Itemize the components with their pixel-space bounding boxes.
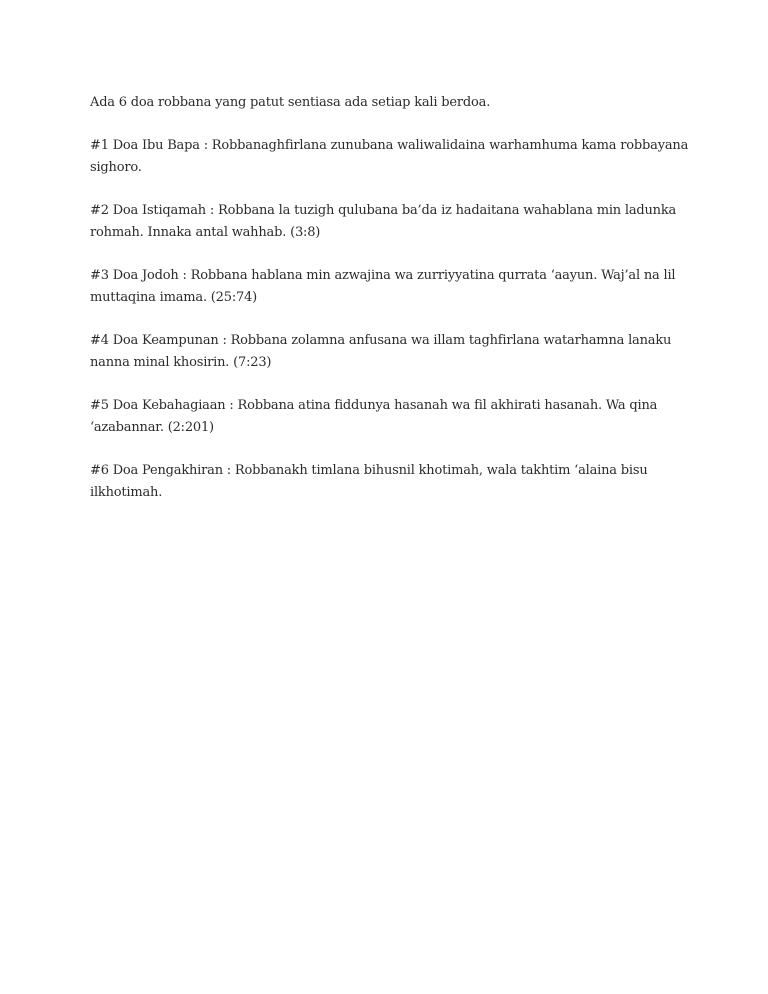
doa-item-2: #2 Doa Istiqamah : Robbana la tuzigh qulubana ba’da iz hadaitana wahablana min ladunka rohmah. Innaka antal wahhab. (3:8) (90, 203, 677, 240)
doa-item-1: #1 Doa Ibu Bapa : Robbanaghfirlana zunubana waliwalidaina warhamhuma kama robbayana sighoro. (90, 138, 689, 175)
document-body (90, 92, 690, 525)
doa-item-5: #5 Doa Kebahagiaan : Robbana atina fiddunya hasanah wa fil akhirati hasanah. Wa qina ‘azabannar. (2:201) (90, 398, 658, 435)
doa-item-4: #4 Doa Keampunan : Robbana zolamna anfusana wa illam taghfirlana watarhamna lanaku nanna minal khosirin. (7:23) (90, 333, 672, 370)
doa-item-6: #6 Doa Pengakhiran : Robbanakh timlana bihusnil khotimah, wala takhtim ‘alaina bisu ilkhotimah. (90, 463, 648, 500)
doa-item-3: #3 Doa Jodoh : Robbana hablana min azwajina wa zurriyyatina qurrata ‘aayun. Waj’al na lil muttaqina imama. (25:74) (90, 268, 676, 305)
intro-paragraph: Ada 6 doa robbana yang patut sentiasa ada setiap kali berdoa. (90, 95, 491, 110)
